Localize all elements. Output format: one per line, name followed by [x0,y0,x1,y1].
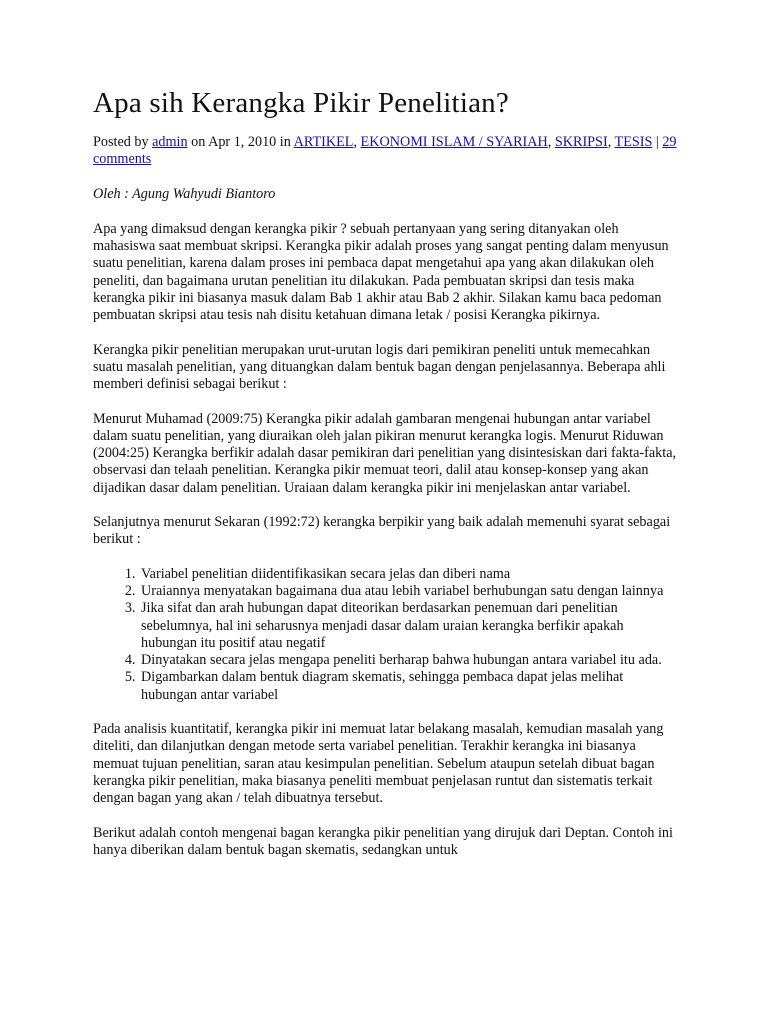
category-link-tesis[interactable]: TESIS [614,134,653,150]
category-separator: , [607,134,615,150]
posted-by-text: Posted by [93,134,153,150]
list-item: 3. Jika sifat dan arah hubungan dapat diteorikan berdasarkan penemuan dari penelitian sebelumnya, hal ini seharusnya menjadi dasar dalam uraian kerangka berfikir apakah hubungan itu positif atau negatif [139,600,680,652]
list-item: 4. Dinyatakan secara jelas mengapa peneliti berharap bahwa hubungan antara variabel itu ada. [139,652,680,669]
paragraph: Apa yang dimaksud dengan kerangka pikir ? sebuah pertanyaan yang sering ditanyakan oleh mahasiswa saat membuat skripsi. Kerangka pikir adalah proses yang sangat penting dalam menyusun suatu penelitian, karena dalam proses ini pembaca dapat mengetahui apa yang akan dilakukan oleh peneliti, dan bagaimana urutan penelitian itu dilakukan. Pada pembuatan skripsi dan tesis maka kerangka pikir ini biasanya masuk dalam Bab 1 akhir atau Bab 2 akhir. Silakan kamu baca pedoman pembuatan skripsi atau tesis nah disitu ketahuan dimana letak / posisi Kerangka pikirnya. [93,220,669,324]
list-item: 1. Variabel penelitian diidentifikasikan secara jelas dan diberi nama [139,566,680,583]
paragraph: Kerangka pikir penelitian merupakan urut-urutan logis dari pemikiran peneliti untuk memecahkan suatu masalah penelitian, yang dituangkan dalam bentuk bagan dengan penjelasannya. Beberapa ahli memberi definisi sebagai berikut : [93,341,666,393]
paragraph: Pada analisis kuantitatif, kerangka pikir ini memuat latar belakang masalah, kemudian masalah yang diteliti, dan dilanjutkan dengan metode serta variabel penelitian. Terakhir kerangka ini biasanya memuat tujuan penelitian, saran atau kesimpulan penelitian. Sebelum ataupun setelah dibuat bagan kerangka pikir penelitian, maka biasanya peneliti membuat penjelasan runtut dan sistematis terkait dengan bagan yang akan / telah dibuatnya tersebut. [93,721,664,807]
paragraph: Selanjutnya menurut Sekaran (1992:72) kerangka berpikir yang baik adalah memenuhi syarat sebagai berikut : [93,514,671,548]
meta-divider: | [652,134,663,150]
list-item: 2. Uraiannya menyatakan bagaimana dua atau lebih variabel berhubungan satu dengan lainnya [139,583,680,600]
paragraph: Berikut adalah contoh mengenai bagan kerangka pikir penelitian yang dirujuk dari Deptan. Contoh ini hanya diberikan dalam bentuk bagan skematis, sedangkan untuk [93,824,673,858]
post-meta [93,134,680,169]
byline: Oleh : Agung Wahyudi Biantoro [93,185,276,202]
category-separator: , [547,134,555,150]
category-separator: , [353,134,361,150]
paragraph: Menurut Muhamad (2009:75) Kerangka pikir adalah gambaran mengenai hubungan antar variabel dalam suatu penelitian, yang diuraikan oleh jalan pikiran menurut kerangka logis. Menurut Riduwan (2004:25) Kerangka berfikir adalah dasar pemikiran dari penelitian yang disintesiskan dari fakta-fakta, observasi dan telaah penelitian. Kerangka pikir memuat teori, dalil atau konsep-konsep yang akan dijadikan dasar dalam penelitian. Uraiaan dalam kerangka pikir ini menjelaskan antar variabel. [93,410,677,496]
criteria-list [93,566,680,704]
category-link-skripsi[interactable]: SKRIPSI [554,134,608,150]
category-link-artikel[interactable]: ARTIKEL [293,134,354,150]
author-link[interactable]: admin [152,134,188,150]
comments-link[interactable]: 29 comments [93,134,677,168]
list-item: 5. Digambarkan dalam bentuk diagram skematis, sehingga pembaca dapat jelas melihat hubungan antar variabel [139,669,680,704]
post-date: on Apr 1, 2010 in [187,134,294,150]
article-title: Apa sih Kerangka Pikir Penelitian? [93,87,509,119]
category-link-ekonomi-islam[interactable]: EKONOMI ISLAM / SYARIAH [360,134,548,150]
